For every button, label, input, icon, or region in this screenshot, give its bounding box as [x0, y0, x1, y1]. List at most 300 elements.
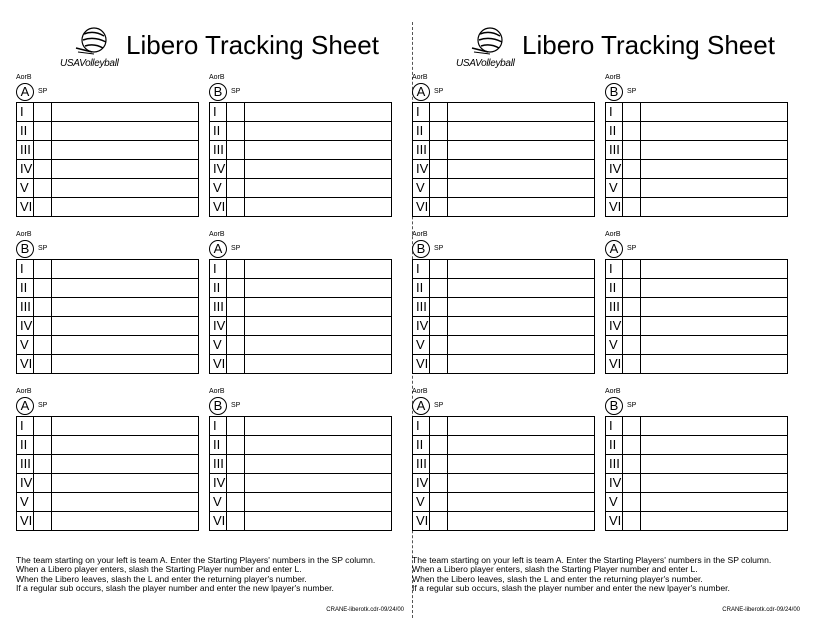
sp-label: SP [231, 245, 241, 252]
team-letter-circle: B [605, 397, 623, 415]
tracking-cell[interactable] [641, 198, 787, 216]
tracking-cell[interactable] [641, 279, 787, 297]
rotation-row [413, 198, 594, 216]
rotation-numeral: IV [606, 160, 623, 178]
rotation-row [210, 122, 391, 141]
rotation-row [413, 141, 594, 160]
tracking-cell[interactable] [448, 298, 594, 316]
tracking-cell[interactable] [52, 298, 198, 316]
rotation-row [17, 336, 198, 355]
rotation-numeral: V [413, 336, 430, 354]
tracking-cell[interactable] [448, 179, 594, 197]
rotation-grid [412, 102, 595, 217]
usa-volleyball-logo [456, 26, 526, 72]
sp-cell[interactable] [227, 417, 245, 435]
rotation-row [413, 317, 594, 336]
sp-cell[interactable] [227, 103, 245, 121]
rotation-numeral: I [413, 417, 430, 435]
tracking-cell[interactable] [641, 298, 787, 316]
sp-cell[interactable] [227, 160, 245, 178]
rotation-numeral: VI [17, 198, 34, 216]
rotation-row [606, 179, 787, 198]
tracking-cell[interactable] [448, 260, 594, 278]
rotation-numeral: IV [606, 474, 623, 492]
rotation-numeral: V [606, 336, 623, 354]
rotation-numeral: III [210, 298, 227, 316]
sp-cell[interactable] [34, 317, 52, 335]
sp-label: SP [434, 402, 444, 409]
rotation-row [210, 436, 391, 455]
sp-cell[interactable] [623, 260, 641, 278]
rotation-numeral: I [413, 260, 430, 278]
sp-cell[interactable] [34, 179, 52, 197]
tracking-cell[interactable] [448, 493, 594, 511]
rotation-numeral: V [210, 179, 227, 197]
tracking-cell[interactable] [52, 455, 198, 473]
sp-cell[interactable] [34, 279, 52, 297]
sheet-page [412, 0, 806, 640]
rotation-row [606, 279, 787, 298]
sp-cell[interactable] [430, 298, 448, 316]
tracking-cell[interactable] [52, 260, 198, 278]
rotation-row [17, 436, 198, 455]
tracking-cell[interactable] [52, 355, 198, 373]
tracking-cell[interactable] [641, 160, 787, 178]
rotation-numeral: III [413, 141, 430, 159]
sp-cell[interactable] [34, 512, 52, 530]
sp-cell[interactable] [34, 493, 52, 511]
rotation-row [606, 474, 787, 493]
rotation-row [606, 417, 787, 436]
rotation-row [210, 279, 391, 298]
sp-cell[interactable] [430, 198, 448, 216]
tracking-cell[interactable] [245, 298, 391, 316]
page-title: Libero Tracking Sheet [522, 30, 775, 60]
sp-cell[interactable] [34, 160, 52, 178]
rotation-row [606, 493, 787, 512]
tracking-cell[interactable] [641, 317, 787, 335]
rotation-grid [412, 259, 595, 374]
tracking-cell[interactable] [448, 103, 594, 121]
rotation-numeral: I [210, 417, 227, 435]
rotation-grid [209, 102, 392, 217]
rotation-row [210, 160, 391, 179]
aorb-label: AorB [16, 231, 32, 238]
tracking-cell[interactable] [245, 122, 391, 140]
rotation-grid [605, 259, 788, 374]
file-code: CRANE-liberotk.cdr-09/24/00 [326, 607, 404, 613]
tracking-cell[interactable] [52, 141, 198, 159]
sp-cell[interactable] [34, 298, 52, 316]
tracking-cell[interactable] [448, 474, 594, 492]
sp-cell[interactable] [623, 103, 641, 121]
sp-cell[interactable] [227, 436, 245, 454]
sp-cell[interactable] [34, 474, 52, 492]
rotation-row [210, 179, 391, 198]
tracking-cell[interactable] [52, 279, 198, 297]
rotation-row [413, 122, 594, 141]
tracking-cell[interactable] [52, 317, 198, 335]
sheet-header [16, 26, 410, 74]
rotation-numeral: II [413, 279, 430, 297]
sp-cell[interactable] [227, 198, 245, 216]
sp-cell[interactable] [430, 122, 448, 140]
tracking-cell[interactable] [245, 317, 391, 335]
tracking-cell[interactable] [448, 122, 594, 140]
tracking-cell[interactable] [52, 336, 198, 354]
sp-cell[interactable] [227, 298, 245, 316]
tracking-cell[interactable] [641, 103, 787, 121]
sp-cell[interactable] [430, 179, 448, 197]
instruction-line: If a regular sub occurs, slash the player number and enter the new lpayer's number. [16, 583, 334, 594]
tracking-cell[interactable] [448, 512, 594, 530]
rotation-grid [16, 416, 199, 531]
rotation-row [413, 417, 594, 436]
sp-cell[interactable] [34, 141, 52, 159]
sp-cell[interactable] [34, 455, 52, 473]
sp-cell[interactable] [34, 336, 52, 354]
rotation-numeral: III [606, 141, 623, 159]
team-letter-circle: A [16, 397, 34, 415]
sp-cell[interactable] [623, 455, 641, 473]
tracking-cell[interactable] [448, 355, 594, 373]
aorb-label: AorB [605, 231, 621, 238]
tracking-cell[interactable] [641, 141, 787, 159]
sp-label: SP [627, 245, 637, 252]
team-letter-circle: B [412, 240, 430, 258]
rotation-row [17, 474, 198, 493]
rotation-numeral: IV [413, 474, 430, 492]
sp-cell[interactable] [623, 122, 641, 140]
tracking-cell[interactable] [641, 512, 787, 530]
tracking-cell[interactable] [52, 179, 198, 197]
tracking-cell[interactable] [641, 355, 787, 373]
rotation-row [606, 198, 787, 216]
aorb-label: AorB [412, 388, 428, 395]
sp-cell[interactable] [430, 103, 448, 121]
rotation-numeral: IV [413, 317, 430, 335]
tracking-cell[interactable] [245, 417, 391, 435]
sp-cell[interactable] [623, 355, 641, 373]
sp-cell[interactable] [623, 436, 641, 454]
rotation-row [413, 474, 594, 493]
rotation-grid [605, 416, 788, 531]
tracking-cell[interactable] [245, 103, 391, 121]
sp-cell[interactable] [227, 317, 245, 335]
sp-label: SP [38, 245, 48, 252]
rotation-row [413, 355, 594, 373]
rotation-numeral: I [606, 417, 623, 435]
rotation-numeral: IV [210, 317, 227, 335]
sp-cell[interactable] [430, 417, 448, 435]
tracking-cell[interactable] [245, 198, 391, 216]
rotation-row [210, 198, 391, 216]
sp-cell[interactable] [227, 336, 245, 354]
sp-cell[interactable] [227, 260, 245, 278]
rotation-row [17, 279, 198, 298]
tracking-cell[interactable] [245, 160, 391, 178]
sp-cell[interactable] [623, 298, 641, 316]
rotation-row [413, 279, 594, 298]
rotation-row [413, 455, 594, 474]
aorb-label: AorB [412, 231, 428, 238]
tracking-cell[interactable] [245, 260, 391, 278]
rotation-numeral: I [210, 103, 227, 121]
instruction-line: When a Libero player enters, slash the Starting Player number and enter L. [16, 564, 302, 575]
instruction-line: When a Libero player enters, slash the Starting Player number and enter L. [412, 564, 698, 575]
tracking-cell[interactable] [448, 455, 594, 473]
sp-cell[interactable] [430, 160, 448, 178]
rotation-numeral: IV [17, 160, 34, 178]
sp-cell[interactable] [430, 355, 448, 373]
sp-cell[interactable] [227, 493, 245, 511]
rotation-numeral: V [17, 336, 34, 354]
tracking-cell[interactable] [641, 455, 787, 473]
tracking-cell[interactable] [641, 260, 787, 278]
tracking-cell[interactable] [52, 417, 198, 435]
sp-cell[interactable] [227, 279, 245, 297]
rotation-row [17, 493, 198, 512]
rotation-row [210, 141, 391, 160]
team-letter-circle: B [16, 240, 34, 258]
aorb-label: AorB [209, 74, 225, 81]
rotation-numeral: V [17, 179, 34, 197]
tracking-cell[interactable] [641, 179, 787, 197]
sp-cell[interactable] [623, 512, 641, 530]
rotation-row [210, 355, 391, 373]
rotation-row [17, 103, 198, 122]
instruction-line: The team starting on your left is team A. Enter the Starting Players' numbers in the SP column. [412, 555, 772, 565]
rotation-numeral: V [210, 336, 227, 354]
tracking-cell[interactable] [245, 474, 391, 492]
team-letter-circle: B [209, 83, 227, 101]
tracking-cell[interactable] [641, 417, 787, 435]
aorb-label: AorB [209, 388, 225, 395]
rotation-numeral: V [413, 179, 430, 197]
rotation-row [17, 355, 198, 373]
sp-cell[interactable] [227, 512, 245, 530]
rotation-numeral: I [606, 103, 623, 121]
rotation-grid [605, 102, 788, 217]
tracking-cell[interactable] [448, 417, 594, 435]
rotation-row [606, 141, 787, 160]
sp-cell[interactable] [34, 103, 52, 121]
rotation-row [606, 512, 787, 530]
rotation-row [17, 122, 198, 141]
rotation-numeral: IV [413, 160, 430, 178]
rotation-row [210, 336, 391, 355]
sp-cell[interactable] [623, 493, 641, 511]
rotation-row [606, 317, 787, 336]
sp-cell[interactable] [227, 474, 245, 492]
tracking-cell[interactable] [448, 198, 594, 216]
tracking-cell[interactable] [641, 122, 787, 140]
tracking-cell[interactable] [52, 493, 198, 511]
rotation-row [606, 160, 787, 179]
sp-cell[interactable] [430, 455, 448, 473]
rotation-numeral: II [606, 122, 623, 140]
logo-text: USAVolleyball [60, 58, 119, 69]
rotation-numeral: I [17, 417, 34, 435]
sp-label: SP [434, 245, 444, 252]
sp-cell[interactable] [623, 141, 641, 159]
rotation-numeral: III [17, 141, 34, 159]
rotation-row [413, 160, 594, 179]
instructions [16, 556, 410, 594]
tracking-cell[interactable] [448, 279, 594, 297]
sp-cell[interactable] [623, 474, 641, 492]
rotation-numeral: III [17, 298, 34, 316]
sp-cell[interactable] [227, 141, 245, 159]
rotation-row [210, 493, 391, 512]
sp-cell[interactable] [227, 122, 245, 140]
rotation-row [17, 179, 198, 198]
sp-label: SP [38, 88, 48, 95]
rotation-grid [209, 416, 392, 531]
rotation-numeral: IV [210, 474, 227, 492]
rotation-numeral: II [413, 436, 430, 454]
rotation-grid [16, 259, 199, 374]
sp-cell[interactable] [623, 317, 641, 335]
rotation-grid [209, 259, 392, 374]
tracking-cell[interactable] [52, 198, 198, 216]
rotation-row [17, 198, 198, 216]
tracking-cell[interactable] [448, 336, 594, 354]
sp-cell[interactable] [623, 198, 641, 216]
tracking-cell[interactable] [641, 474, 787, 492]
tracking-cell[interactable] [245, 355, 391, 373]
rotation-row [210, 103, 391, 122]
tracking-cell[interactable] [52, 436, 198, 454]
sp-cell[interactable] [34, 260, 52, 278]
rotation-row [17, 160, 198, 179]
sp-cell[interactable] [430, 474, 448, 492]
sp-cell[interactable] [430, 493, 448, 511]
tracking-cell[interactable] [641, 436, 787, 454]
rotation-row [413, 436, 594, 455]
sheet-header [412, 26, 806, 74]
tracking-cell[interactable] [52, 160, 198, 178]
rotation-numeral: VI [17, 512, 34, 530]
rotation-numeral: II [17, 122, 34, 140]
rotation-row [413, 103, 594, 122]
sp-cell[interactable] [430, 260, 448, 278]
rotation-numeral: III [606, 298, 623, 316]
tracking-cell[interactable] [52, 512, 198, 530]
rotation-row [17, 298, 198, 317]
sp-cell[interactable] [623, 179, 641, 197]
rotation-row [17, 141, 198, 160]
rotation-numeral: I [17, 260, 34, 278]
tracking-cell[interactable] [448, 317, 594, 335]
tracking-cell[interactable] [245, 179, 391, 197]
tracking-cell[interactable] [245, 141, 391, 159]
sp-cell[interactable] [430, 279, 448, 297]
rotation-numeral: VI [606, 355, 623, 373]
sheet-page [16, 0, 410, 640]
rotation-numeral: III [17, 455, 34, 473]
rotation-row [17, 317, 198, 336]
tracking-cell[interactable] [245, 512, 391, 530]
rotation-numeral: V [606, 493, 623, 511]
rotation-grid [16, 102, 199, 217]
aorb-label: AorB [605, 74, 621, 81]
usa-volleyball-logo [60, 26, 130, 72]
aorb-label: AorB [412, 74, 428, 81]
sp-cell[interactable] [227, 455, 245, 473]
sp-cell[interactable] [430, 512, 448, 530]
sp-cell[interactable] [623, 160, 641, 178]
rotation-numeral: II [210, 436, 227, 454]
sp-cell[interactable] [623, 417, 641, 435]
tracking-cell[interactable] [448, 436, 594, 454]
sp-label: SP [627, 402, 637, 409]
sp-cell[interactable] [430, 317, 448, 335]
sp-cell[interactable] [34, 122, 52, 140]
sp-cell[interactable] [430, 336, 448, 354]
sp-cell[interactable] [227, 355, 245, 373]
tracking-cell[interactable] [448, 160, 594, 178]
sp-cell[interactable] [34, 436, 52, 454]
sp-cell[interactable] [430, 141, 448, 159]
rotation-numeral: II [17, 279, 34, 297]
rotation-numeral: VI [17, 355, 34, 373]
rotation-numeral: III [606, 455, 623, 473]
tracking-cell[interactable] [245, 279, 391, 297]
rotation-row [606, 455, 787, 474]
rotation-row [606, 355, 787, 373]
sp-cell[interactable] [623, 336, 641, 354]
rotation-row [413, 260, 594, 279]
sp-cell[interactable] [34, 355, 52, 373]
tracking-cell[interactable] [52, 122, 198, 140]
tracking-cell[interactable] [245, 336, 391, 354]
page-title: Libero Tracking Sheet [126, 30, 379, 60]
rotation-numeral: II [210, 279, 227, 297]
rotation-numeral: I [17, 103, 34, 121]
sp-cell[interactable] [34, 417, 52, 435]
rotation-numeral: VI [413, 355, 430, 373]
tracking-cell[interactable] [448, 141, 594, 159]
rotation-row [606, 103, 787, 122]
tracking-cell[interactable] [52, 103, 198, 121]
tracking-cell[interactable] [245, 493, 391, 511]
sp-cell[interactable] [623, 279, 641, 297]
team-letter-circle: B [605, 83, 623, 101]
instruction-line: If a regular sub occurs, slash the player number and enter the new lpayer's number. [412, 583, 730, 594]
tracking-cell[interactable] [641, 336, 787, 354]
rotation-row [210, 455, 391, 474]
rotation-numeral: III [413, 298, 430, 316]
rotation-numeral: VI [413, 512, 430, 530]
rotation-numeral: V [413, 493, 430, 511]
tracking-cell[interactable] [52, 474, 198, 492]
sp-cell[interactable] [430, 436, 448, 454]
tracking-cell[interactable] [641, 493, 787, 511]
rotation-row [210, 317, 391, 336]
sp-cell[interactable] [227, 179, 245, 197]
rotation-row [606, 298, 787, 317]
tracking-cell[interactable] [245, 436, 391, 454]
rotation-numeral: VI [210, 198, 227, 216]
aorb-label: AorB [16, 74, 32, 81]
rotation-numeral: II [17, 436, 34, 454]
rotation-numeral: II [413, 122, 430, 140]
tracking-cell[interactable] [245, 455, 391, 473]
rotation-row [17, 260, 198, 279]
sp-cell[interactable] [34, 198, 52, 216]
rotation-numeral: IV [17, 317, 34, 335]
